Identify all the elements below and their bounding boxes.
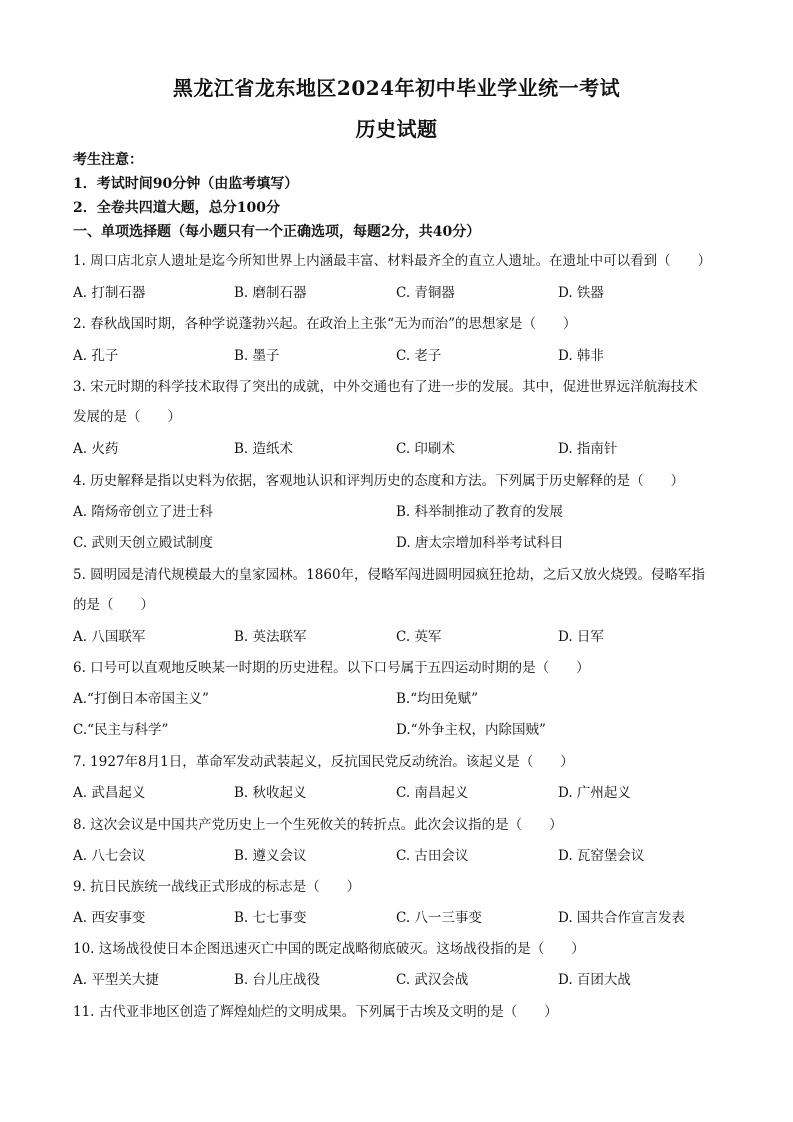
notice-heading: 考生注意： (73, 152, 143, 168)
question-option: C.“民主与科学” (73, 722, 169, 738)
exam-title: 黑龙江省龙东地区2024年初中毕业学业统一考试 (172, 76, 621, 100)
question-option: D. 唐太宗增加科举考试科目 (396, 535, 564, 551)
question-stem: 的是（ ） (73, 597, 154, 613)
question-option: B. 台儿庄战役 (234, 972, 321, 988)
question-stem: 发展的是（ ） (73, 409, 181, 425)
section-heading: 一、单项选择题（每小题只有一个正确选项，每题2分，共40分） (73, 224, 481, 240)
question-option: D. 铁器 (558, 285, 604, 301)
question-stem: 7. 1927年8月1日，革命军发动武装起义，反抗国民党反动统治。该起义是（ ） (73, 754, 574, 770)
question-option: B. 七七事变 (234, 910, 307, 926)
question-option: D. 日军 (558, 629, 604, 645)
question-option: A. 火药 (73, 441, 119, 457)
question-option: B. 造纸术 (234, 441, 294, 457)
question-stem: 10. 这场战役使日本企图迅速灭亡中国的既定战略彻底破灭。这场战役指的是（ ） (73, 941, 585, 957)
question-option: C. 南昌起义 (396, 785, 469, 801)
question-option: B. 科举制推动了教育的发展 (396, 504, 564, 520)
question-option: D. 国共合作宣言发表 (558, 910, 685, 926)
question-option: D. 瓦窑堡会议 (558, 848, 645, 864)
question-option: B.“均田免赋” (396, 691, 479, 707)
question-option: D. 广州起义 (558, 785, 631, 801)
question-option: A. 西安事变 (73, 910, 146, 926)
question-option: C. 武则天创立殿试制度 (73, 535, 213, 551)
question-option: A. 隋炀帝创立了进士科 (73, 504, 213, 520)
question-option: B. 秋收起义 (234, 785, 307, 801)
question-option: C. 老子 (396, 348, 442, 364)
question-option: B. 墨子 (234, 348, 280, 364)
question-option: D. 百团大战 (558, 972, 631, 988)
question-option: C. 古田会议 (396, 848, 469, 864)
question-option: C. 英军 (396, 629, 442, 645)
question-option: B. 磨制石器 (234, 285, 307, 301)
notice-item: 1．考试时间90分钟（由监考填写） (73, 176, 299, 192)
question-option: A. 平型关大捷 (73, 972, 159, 988)
question-stem: 3. 宋元时期的科学技术取得了突出的成就，中外交通也有了进一步的发展。其中，促进世界远洋航海技术 (73, 379, 698, 395)
question-option: A. 八七会议 (73, 848, 146, 864)
question-option: A. 孔子 (73, 348, 119, 364)
question-stem: 11. 古代亚非地区创造了辉煌灿烂的文明成果。下列属于古埃及文明的是（ ） (73, 1004, 558, 1020)
question-option: C. 青铜器 (396, 285, 455, 301)
question-stem: 1. 周口店北京人遗址是迄今所知世界上内涵最丰富、材料最齐全的直立人遗址。在遗址中可以看到（ ） (73, 253, 712, 269)
question-option: B. 英法联军 (234, 629, 307, 645)
question-option: C. 印刷术 (396, 441, 455, 457)
question-option: D. 指南针 (558, 441, 618, 457)
question-option: B. 遵义会议 (234, 848, 307, 864)
question-option: A. 武昌起义 (73, 785, 146, 801)
question-option: A.“打倒日本帝国主义” (73, 691, 209, 707)
question-option: A. 打制石器 (73, 285, 146, 301)
question-stem: 9. 抗日民族统一战线正式形成的标志是（ ） (73, 879, 361, 895)
question-stem: 6. 口号可以直观地反映某一时期的历史进程。以下口号属于五四运动时期的是（ ） (73, 660, 590, 676)
question-stem: 2. 春秋战国时期，各种学说蓬勃兴起。在政治上主张“无为而治”的思想家是（ ） (73, 316, 577, 332)
question-option: D.“外争主权，内除国贼” (396, 722, 546, 738)
question-stem: 4. 历史解释是指以史料为依据，客观地认识和评判历史的态度和方法。下列属于历史解释的是（ ） (73, 473, 685, 489)
notice-item: 2．全卷共四道大题，总分100分 (73, 200, 280, 216)
question-stem: 8. 这次会议是中国共产党历史上一个生死攸关的转折点。此次会议指的是（ ） (73, 817, 563, 833)
question-option: C. 武汉会战 (396, 972, 469, 988)
exam-subtitle: 历史试题 (355, 117, 438, 141)
question-option: A. 八国联军 (73, 629, 146, 645)
question-option: D. 韩非 (558, 348, 604, 364)
question-stem: 5. 圆明园是清代规模最大的皇家园林。1860年，侵略军闯进圆明园疯狂抢劫，之后又放火烧毁。侵略军指 (73, 567, 706, 583)
question-option: C. 八一三事变 (396, 910, 482, 926)
